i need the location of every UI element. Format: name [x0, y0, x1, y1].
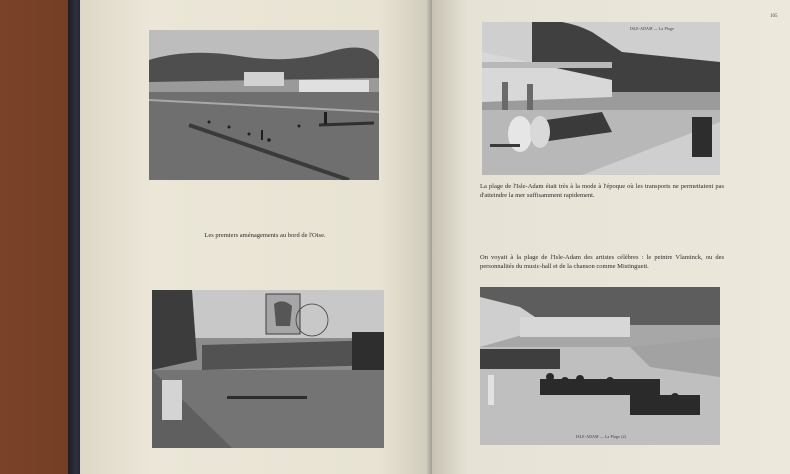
photo-river-bathers: [149, 30, 379, 180]
postcard-title-bottom: ISLE-ADAM — La Plage (2): [576, 435, 627, 439]
photo-beach-terrace: [482, 22, 720, 175]
photo-riverbank-stamp: [152, 290, 384, 448]
photo-beach-crowd: [480, 287, 720, 445]
caption-first-developments: Les premiers aménagements au bord de l'Oise.: [204, 232, 326, 239]
page-number: 105: [770, 14, 778, 19]
postcard-title-top: ISLE-ADAM — La Plage: [630, 27, 674, 31]
right-page: [432, 0, 790, 474]
left-page: [80, 0, 432, 474]
caption-famous-artists: On voyait à la plage de l'Isle-Adam des artistes célèbres : le peintre Vlaminck, ou des personnalités du music-hall et de la chanson comme Mistinguett.: [480, 254, 724, 270]
caption-beach-fashion: La plage de l'Isle-Adam était très à la mode à l'époque où les transports ne permettaient pas d'atteindre la mer suffisamment rapidement.: [480, 183, 724, 199]
